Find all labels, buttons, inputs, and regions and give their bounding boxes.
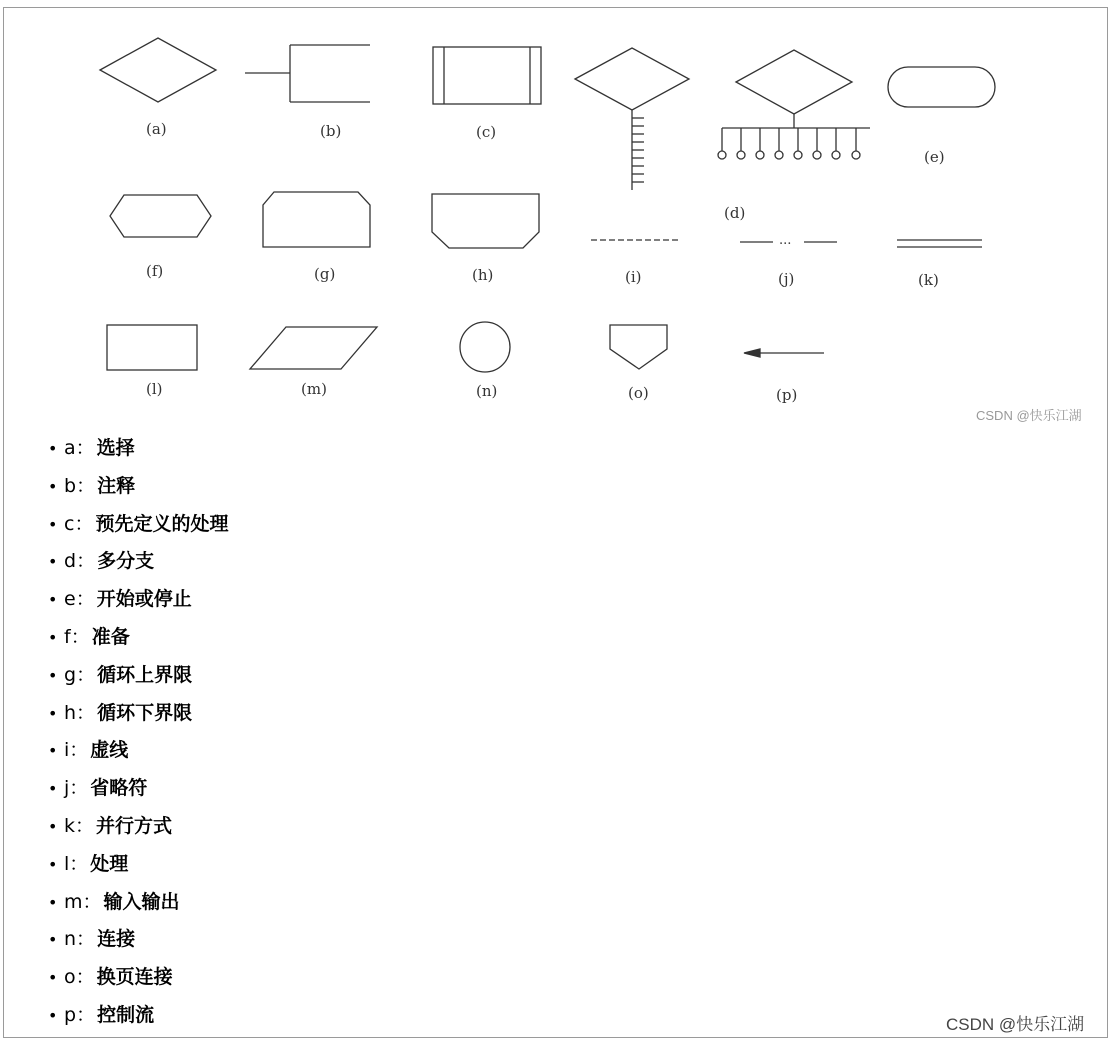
symbol-b-annotation — [245, 45, 370, 102]
symbol-n-connector — [460, 322, 510, 372]
page-watermark: CSDN @快乐江湖 — [946, 1015, 1085, 1034]
bullet: • — [48, 590, 58, 610]
bullet: • — [48, 816, 58, 836]
list-item — [48, 732, 228, 770]
label-n: (n) — [476, 382, 498, 400]
bullet: • — [48, 968, 58, 988]
label-d: (d) — [724, 204, 746, 222]
symbol-g-loop-upper — [263, 192, 370, 247]
flowchart-symbols-figure — [0, 0, 1112, 423]
bullet: • — [48, 439, 58, 458]
list-item — [48, 921, 228, 959]
list-item — [48, 581, 228, 619]
legend-meaning: 输入输出 — [103, 890, 180, 913]
legend-separator: ： — [75, 437, 95, 459]
symbol-l-process — [107, 325, 197, 370]
legend-letter: g — [64, 663, 77, 686]
legend-letter: n — [64, 928, 77, 951]
legend-meaning: 选择 — [96, 437, 135, 459]
list-item — [48, 770, 228, 808]
list-item — [48, 430, 228, 468]
list-item — [48, 997, 228, 1035]
legend-separator: ： — [76, 701, 96, 724]
symbol-e-terminator — [888, 67, 995, 107]
symbol-c-predefined-process — [433, 47, 541, 104]
list-item — [48, 543, 228, 581]
bullet: • — [48, 627, 58, 647]
bullet: • — [48, 665, 58, 685]
label-b: (b) — [320, 122, 342, 140]
symbol-h-loop-lower — [432, 194, 539, 248]
legend-separator: ： — [74, 512, 94, 535]
symbol-legend-list — [48, 430, 228, 1035]
legend-meaning: 处理 — [90, 852, 129, 875]
legend-letter: l — [64, 852, 70, 875]
legend-separator: ： — [76, 928, 96, 951]
bullet: • — [48, 552, 58, 572]
symbol-k-parallel — [897, 240, 982, 247]
flowchart-symbols-svg — [0, 0, 1112, 420]
bullet: • — [48, 476, 58, 496]
legend-letter: p — [64, 1003, 77, 1026]
label-i: (i) — [625, 268, 642, 286]
list-item — [48, 657, 228, 695]
bullet: • — [48, 1005, 58, 1025]
legend-letter: m — [64, 890, 83, 913]
legend-separator: ： — [75, 966, 95, 989]
legend-letter: i — [64, 739, 70, 762]
symbol-m-input-output — [250, 327, 377, 369]
legend-separator: ： — [69, 777, 89, 800]
legend-separator: ： — [70, 625, 90, 648]
label-e: (e) — [924, 148, 945, 166]
legend-meaning: 控制流 — [97, 1003, 155, 1026]
label-a: (a) — [146, 120, 167, 138]
symbol-f-preparation — [110, 195, 211, 237]
label-o: (o) — [628, 384, 649, 402]
figure-watermark: CSDN @快乐江湖 — [976, 408, 1082, 423]
list-item — [48, 619, 228, 657]
label-l: (l) — [146, 380, 163, 398]
legend-separator: ： — [69, 739, 89, 762]
legend-separator: ： — [75, 814, 95, 837]
legend-letter: o — [64, 966, 76, 989]
symbol-p-control-flow — [744, 349, 824, 357]
legend-meaning: 多分支 — [97, 550, 155, 573]
bullet: • — [48, 514, 58, 534]
bullet: • — [48, 779, 58, 799]
label-j-ellipsis: ... — [779, 233, 792, 248]
legend-letter: k — [64, 814, 76, 837]
legend-meaning: 虚线 — [90, 739, 129, 762]
list-item — [48, 506, 228, 544]
label-c: (c) — [476, 123, 497, 141]
list-item — [48, 695, 228, 733]
legend-separator: ： — [69, 852, 89, 875]
legend-letter: b — [64, 474, 77, 497]
symbol-a-decision — [100, 38, 216, 102]
list-item — [48, 808, 228, 846]
label-k: (k) — [918, 271, 939, 289]
legend-separator: ： — [82, 890, 102, 913]
legend-meaning: 预先定义的处理 — [95, 512, 229, 535]
label-m: (m) — [301, 380, 327, 398]
bullet: • — [48, 741, 58, 761]
legend-meaning: 循环上界限 — [97, 663, 193, 686]
legend-meaning: 换页连接 — [96, 966, 173, 989]
legend-letter: f — [64, 625, 71, 648]
symbol-o-offpage-connector — [610, 325, 667, 369]
legend-meaning: 循环下界限 — [97, 701, 193, 724]
list-item — [48, 846, 228, 884]
legend-meaning: 注释 — [97, 474, 136, 497]
legend-separator: ： — [76, 474, 96, 497]
legend-separator: ： — [76, 1003, 96, 1026]
legend-meaning: 准备 — [91, 625, 130, 648]
legend-separator: ： — [76, 550, 96, 573]
list-item — [48, 884, 228, 922]
legend-letter: e — [64, 588, 76, 611]
label-h: (h) — [472, 266, 494, 284]
legend-letter: a — [64, 437, 76, 459]
label-j: (j) — [778, 270, 795, 288]
legend-meaning: 并行方式 — [96, 814, 173, 837]
legend-meaning: 开始或停止 — [96, 588, 192, 611]
bullet: • — [48, 930, 58, 950]
legend-meaning: 省略符 — [90, 777, 148, 800]
legend-letter: h — [64, 701, 77, 724]
list-item — [48, 959, 228, 997]
label-f: (f) — [146, 262, 164, 280]
bullet: • — [48, 892, 58, 912]
list-item — [48, 468, 228, 506]
legend-letter: d — [64, 550, 77, 573]
legend-separator: ： — [75, 588, 95, 611]
legend-letter: c — [64, 512, 75, 535]
label-g: (g) — [314, 265, 336, 283]
legend-letter: j — [64, 777, 70, 800]
symbol-decision-with-tail — [575, 48, 689, 190]
legend-separator: ： — [76, 663, 96, 686]
bullet: • — [48, 703, 58, 723]
symbol-d-multi-branch — [718, 50, 870, 159]
bullet: • — [48, 854, 58, 874]
label-p: (p) — [776, 386, 798, 404]
legend-meaning: 连接 — [97, 928, 136, 951]
